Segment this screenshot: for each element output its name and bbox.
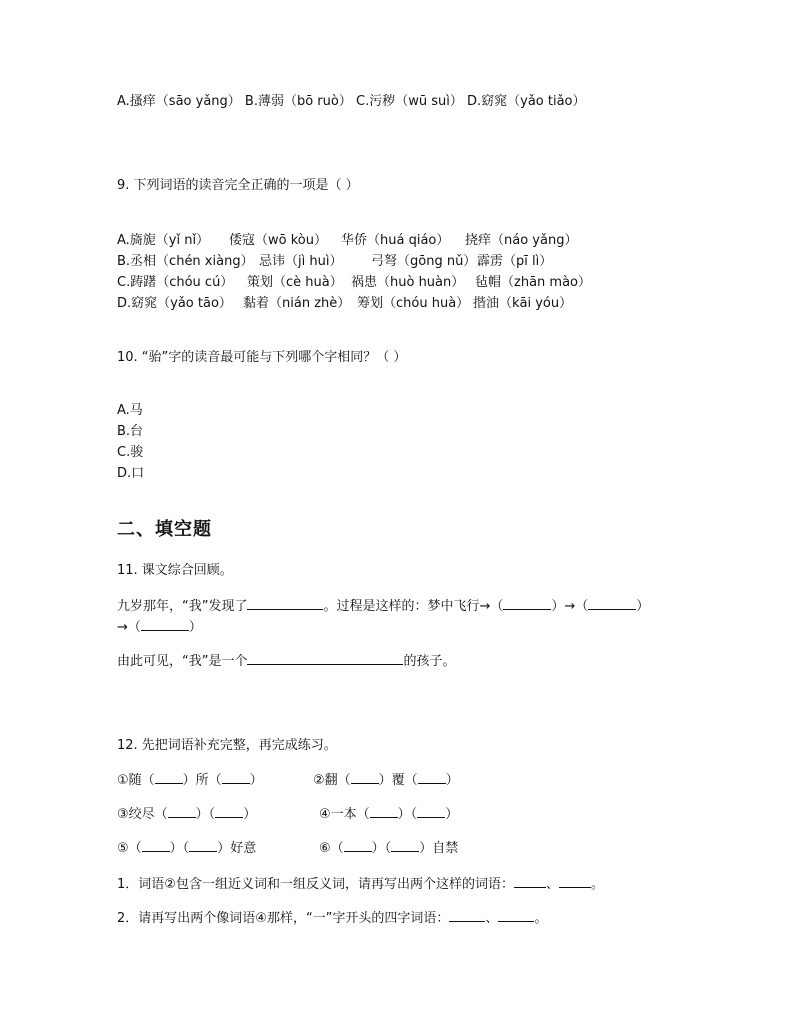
q12-sub2-text-b: 那样，“一”字开头的四字词语： — [266, 911, 450, 926]
q12-item-4-num: ④ — [319, 807, 331, 822]
q12-item-3 — [117, 803, 319, 825]
q11-line2 — [117, 616, 202, 638]
q12-item-4 — [319, 803, 458, 825]
q11-line2-text-b: ） — [188, 620, 202, 635]
q12-row-3 — [117, 837, 458, 859]
q12-item-5-b: ）（ — [169, 841, 190, 856]
q11-line1-text-d: ） — [636, 599, 650, 614]
q11-line3-text-b: 的孩子。 — [403, 654, 456, 669]
q11-blank-3[interactable] — [588, 595, 636, 610]
q12-sub1-blank-2[interactable] — [559, 873, 591, 888]
q11-line1-text-b: 。过程是这样的：梦中飞行→（ — [323, 599, 504, 614]
q9-a-2: 倭寇（wō kòu） — [229, 233, 327, 248]
q12-sub2-text-a: 2．请再写出两个像词语 — [117, 911, 256, 926]
q12-row-2 — [117, 803, 458, 825]
q12-row-1 — [117, 769, 459, 791]
q12-blank-3a[interactable] — [168, 803, 196, 818]
q9-d-2: 黏着（nián zhè） — [243, 296, 351, 311]
q12-sub1-sep: 、 — [545, 877, 559, 892]
q12-item-1-num: ① — [117, 773, 129, 788]
q12-sub-2 — [117, 907, 547, 929]
q9-c-4: 毡帽（zhān mào） — [475, 275, 591, 290]
q11-line3 — [117, 650, 456, 672]
q12-sub1-text-a: 1．词语 — [117, 877, 165, 892]
q11-line1 — [117, 595, 649, 617]
q12-sub-1 — [117, 873, 604, 895]
q12-sub1-end: 。 — [590, 877, 604, 892]
q11-stem: 11. 课文综合回顾。 — [117, 563, 233, 578]
q11-blank-2[interactable] — [503, 595, 551, 610]
q9-b-4: 霹雳（pī lì） — [477, 254, 553, 269]
q12-blank-1a[interactable] — [155, 769, 183, 784]
section-heading: 二、填空题 — [117, 519, 212, 540]
q12-sub1-blank-1[interactable] — [514, 873, 546, 888]
q11-line1-text-a: 九岁那年，“我”发现了 — [117, 599, 248, 614]
q9-c-2: 策划（cè huà） — [247, 275, 343, 290]
q9-c-1: C.踌躇（chóu cú） — [117, 275, 234, 290]
q9-c-3: 祸患（huò huàn） — [351, 275, 465, 290]
q12-blank-4a[interactable] — [370, 803, 398, 818]
q12-item-1-c: ） — [249, 773, 263, 788]
q12-item-2-c: ） — [445, 773, 459, 788]
q12-blank-5b[interactable] — [189, 837, 217, 852]
q9-a-3: 华侨（huá qiáo） — [341, 233, 450, 248]
q9-d-4: 揩油（kāi yóu） — [473, 296, 573, 311]
q10-option-d: D.口 — [117, 466, 145, 481]
q12-item-4-a: 一本（ — [330, 807, 370, 822]
q12-sub1-num: ② — [164, 877, 176, 892]
q12-sub1-text-b: 包含一组近义词和一组反义词，请再写出两个这样的词语： — [175, 877, 514, 892]
q8-option-a: A.搔痒（sāo yǎng） — [117, 94, 241, 109]
q8-option-d: D.窈窕（yǎo tiǎo） — [466, 94, 586, 109]
q12-item-1-b: ）所（ — [182, 773, 222, 788]
q12-blank-4b[interactable] — [417, 803, 445, 818]
q12-blank-2a[interactable] — [351, 769, 379, 784]
q12-blank-3b[interactable] — [215, 803, 243, 818]
q12-item-2 — [313, 769, 459, 791]
q12-blank-5a[interactable] — [142, 837, 170, 852]
q12-item-2-b: ）覆（ — [378, 773, 418, 788]
q12-blank-1b[interactable] — [222, 769, 250, 784]
q11-blank-5[interactable] — [247, 650, 403, 665]
q12-sub2-blank-1[interactable] — [449, 907, 485, 922]
q10-option-b: B.台 — [117, 424, 144, 439]
q12-item-4-c: ） — [445, 807, 459, 822]
q12-sub2-blank-2[interactable] — [498, 907, 534, 922]
q9-d-3: 筹划（chóu huà） — [357, 296, 470, 311]
q12-sub2-num: ④ — [255, 911, 267, 926]
q12-sub2-sep: 、 — [485, 911, 499, 926]
q9-stem: 9. 下列词语的读音完全正确的一项是（ ） — [117, 178, 359, 193]
q12-blank-2b[interactable] — [418, 769, 446, 784]
q12-item-4-b: ）（ — [397, 807, 418, 822]
q10-option-c: C.骏 — [117, 445, 144, 460]
q9-b-1: B.丞相（chén xiàng） — [117, 254, 254, 269]
q10-stem: 10. “骀”字的读音最可能与下列哪个字相同？（ ） — [117, 350, 407, 365]
q9-a-4: 挠痒（náo yǎng） — [465, 233, 578, 248]
q12-blank-6a[interactable] — [344, 837, 372, 852]
q12-item-6-c: ）自禁 — [419, 841, 459, 856]
q8-options — [117, 92, 586, 112]
q12-sub2-end: 。 — [534, 911, 548, 926]
q12-item-6-b: ）（ — [371, 841, 392, 856]
q11-line2-text-a: →（ — [117, 620, 141, 635]
q9-row-d — [117, 294, 572, 314]
q12-item-6 — [319, 837, 458, 859]
q12-item-5-num: ⑤ — [117, 841, 129, 856]
q12-item-2-num: ② — [313, 773, 325, 788]
q8-option-b: B.薄弱（bō ruò） — [244, 94, 352, 109]
q12-item-3-c: ） — [243, 807, 257, 822]
q12-item-6-num: ⑥ — [319, 841, 331, 856]
q12-item-2-a: 翻（ — [324, 773, 351, 788]
q8-option-c: C.污秽（wū suì） — [356, 94, 463, 109]
q12-item-5-c: ）好意 — [217, 841, 257, 856]
q12-item-3-num: ③ — [117, 807, 129, 822]
q12-stem: 12. 先把词语补充完整，再完成练习。 — [117, 738, 337, 753]
q12-item-5-a: （ — [128, 841, 142, 856]
q12-item-3-a: 绞尽（ — [128, 807, 168, 822]
q9-b-3: 弓弩（gōng nǔ） — [371, 254, 477, 269]
q11-line1-text-c: ）→（ — [551, 599, 589, 614]
q9-row-c — [117, 273, 591, 293]
q11-blank-1[interactable] — [247, 595, 323, 610]
q12-item-1 — [117, 769, 313, 791]
q9-a-1: A.旖旎（yǐ nǐ） — [117, 233, 210, 248]
q9-row-b — [117, 252, 552, 272]
q12-item-3-b: ）（ — [195, 807, 216, 822]
q12-item-6-a: （ — [330, 841, 344, 856]
q12-blank-6b[interactable] — [391, 837, 419, 852]
q9-b-2: 忌讳（jì huì） — [259, 254, 343, 269]
q12-item-1-a: 随（ — [128, 773, 155, 788]
q9-d-1: D.窈窕（yǎo tāo） — [117, 296, 232, 311]
q11-blank-4[interactable] — [141, 616, 189, 631]
q9-row-a — [117, 231, 577, 251]
q11-line3-text-a: 由此可见，“我”是一个 — [117, 654, 248, 669]
q12-item-5 — [117, 837, 319, 859]
q10-option-a: A.马 — [117, 403, 143, 418]
